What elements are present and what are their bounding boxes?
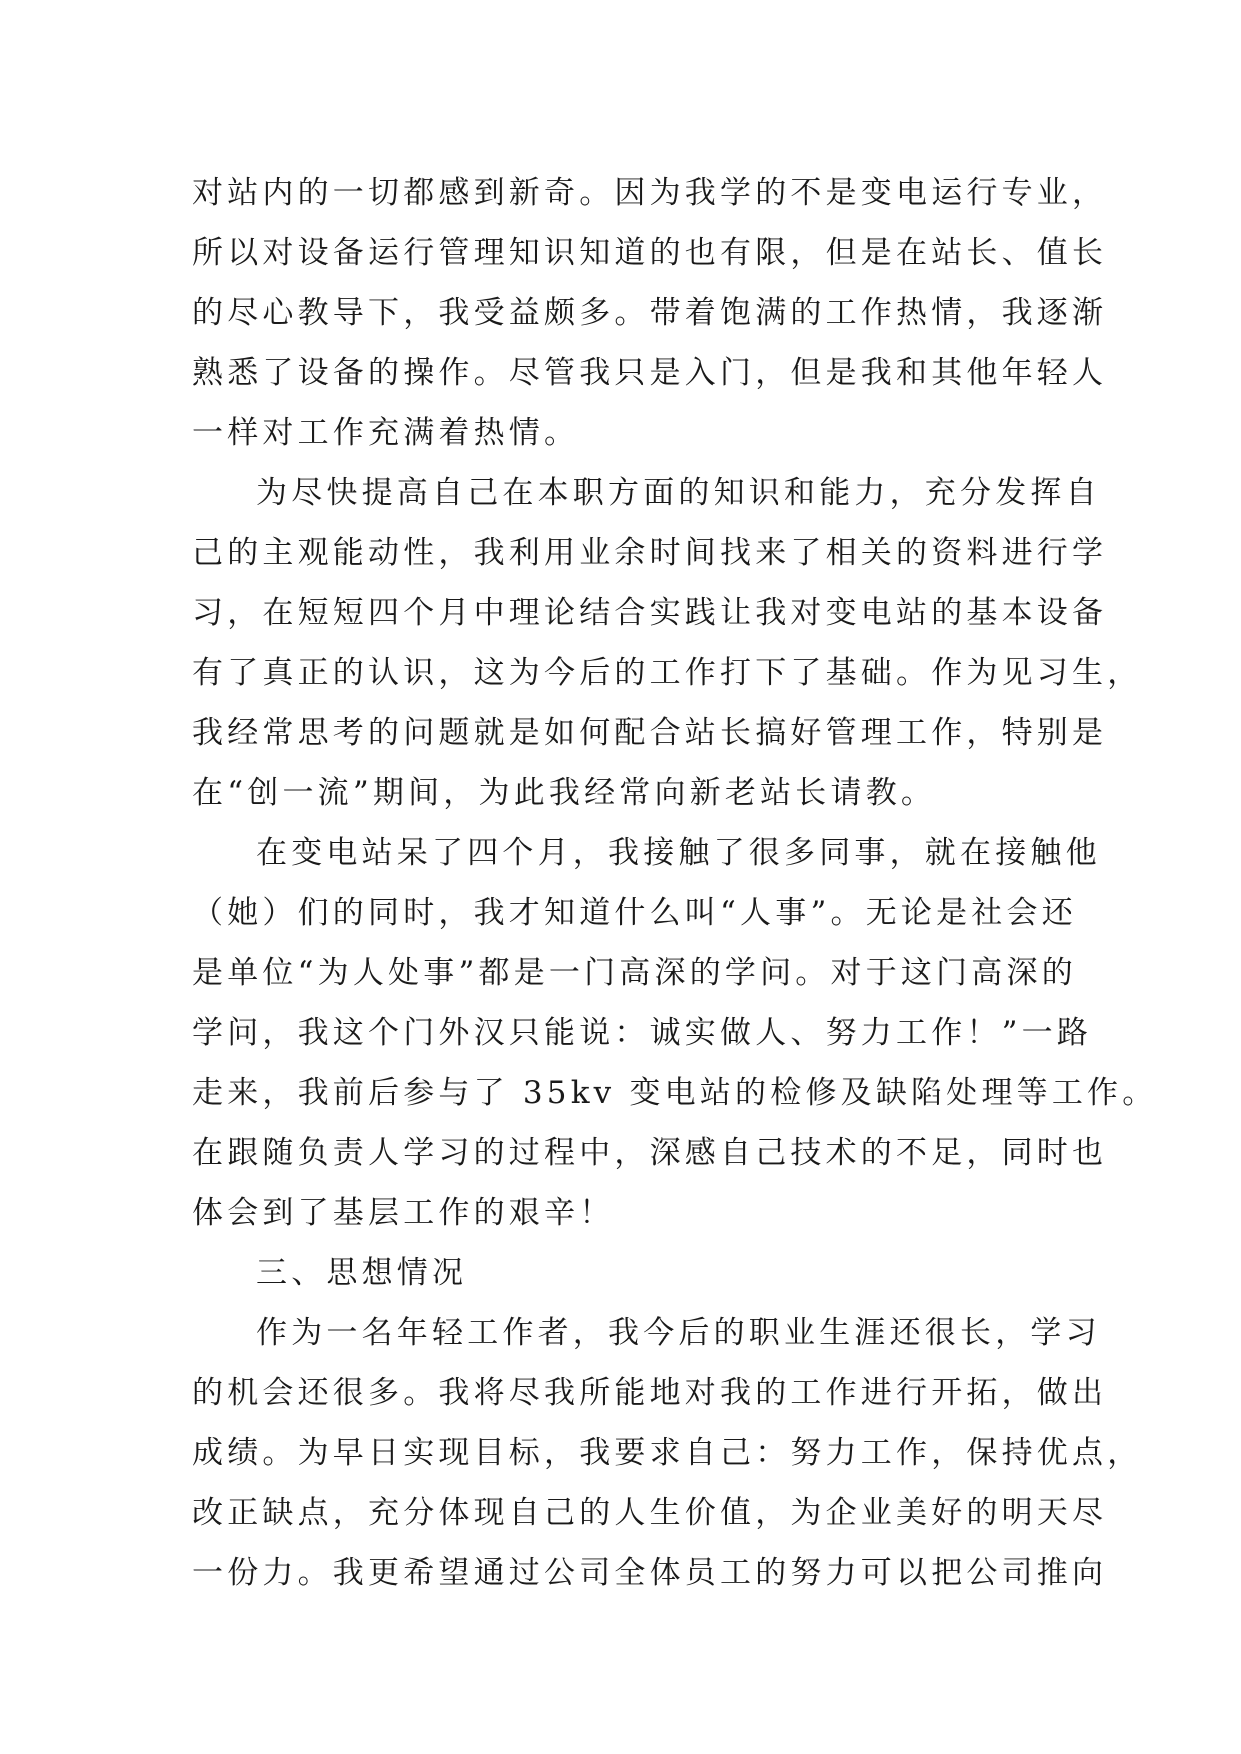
text-line: 在“创一流”期间，为此我经常向新老站长请教。 [192,775,937,811]
text-line: 为尽快提高自己在本职方面的知识和能力，充分发挥自 [256,475,1101,511]
text-line: 己的主观能动性，我利用业余时间找来了相关的资料进行学 [192,535,1108,571]
text-line: 所以对设备运行管理知识知道的也有限，但是在站长、值长 [192,235,1108,271]
text-line: 走来，我前后参与了 35kv 变电站的检修及缺陷处理等工作。 [192,1075,1158,1111]
text-line: 成绩。为早日实现目标，我要求自己：努力工作，保持优点， [192,1435,1143,1471]
text-line: 作为一名年轻工作者，我今后的职业生涯还很长，学习 [256,1315,1101,1351]
text-line: 改正缺点，充分体现自己的人生价值，为企业美好的明天尽 [192,1495,1108,1531]
text-line: 在变电站呆了四个月，我接触了很多同事，就在接触他 [256,835,1101,871]
document-body [192,163,1158,1603]
text-line: （她）们的同时，我才知道什么叫“人事”。无论是社会还 [192,895,1077,931]
text-line: 在跟随负责人学习的过程中，深感自己技术的不足，同时也 [192,1135,1108,1171]
text-line: 三、思想情况 [256,1255,468,1291]
text-line: 对站内的一切都感到新奇。因为我学的不是变电运行专业， [192,175,1108,211]
text-line: 一份力。我更希望通过公司全体员工的努力可以把公司推向 [192,1555,1108,1591]
text-line: 一样对工作充满着热情。 [192,415,580,451]
text-line: 习，在短短四个月中理论结合实践让我对变电站的基本设备 [192,595,1108,631]
text-line: 学问，我这个门外汉只能说：诚实做人、努力工作！”一路 [192,1015,1093,1051]
text-line: 体会到了基层工作的艰辛！ [192,1195,615,1231]
text-line: 是单位“为人处事”都是一门高深的学问。对于这门高深的 [192,955,1077,991]
text-line: 我经常思考的问题就是如何配合站长搞好管理工作，特别是 [192,715,1108,751]
text-line: 的机会还很多。我将尽我所能地对我的工作进行开拓，做出 [192,1375,1108,1411]
text-line: 有了真正的认识，这为今后的工作打下了基础。作为见习生， [192,655,1143,691]
text-line: 熟悉了设备的操作。尽管我只是入门，但是我和其他年轻人 [192,355,1108,391]
text-line: 的尽心教导下，我受益颇多。带着饱满的工作热情，我逐渐 [192,295,1108,331]
